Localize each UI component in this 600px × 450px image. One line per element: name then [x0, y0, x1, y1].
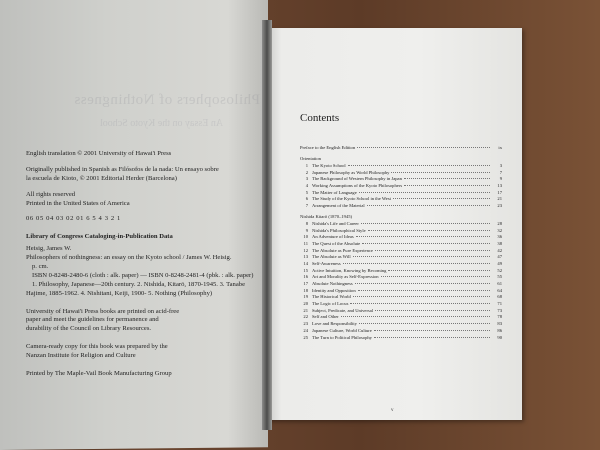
toc-leader: [391, 172, 490, 173]
camera-ready-notice: Camera-ready copy for this book was prepared by the: [26, 343, 168, 351]
toc-label: The Matter of Language: [312, 189, 357, 195]
toc-section-heading: Nishida Kitarō (1870–1945): [300, 213, 353, 219]
toc-number: 23: [303, 321, 308, 327]
toc-page: 55: [497, 274, 502, 280]
toc-number: 12: [303, 247, 308, 253]
toc-page: 13: [497, 183, 502, 189]
printed-in-line: Printed in the United States of America: [26, 199, 130, 207]
toc-leader: [350, 303, 490, 304]
show-through-title: Philosophers of Nothingness: [74, 92, 260, 108]
toc-leader: [359, 192, 490, 193]
cip-line: Hajime, 1885-1962. 4. Nishitani, Keiji, 1900- 5. Nothing (Philosophy): [26, 289, 213, 297]
toc-label: The Turn to Political Philosophy: [312, 334, 372, 340]
toc-number: 16: [303, 274, 308, 280]
toc-number: 6: [305, 196, 308, 202]
toc-number: 14: [303, 260, 308, 266]
toc-page: 52: [497, 267, 502, 273]
toc-page: 32: [497, 227, 502, 233]
toc-label: The Quest of the Absolute: [312, 240, 361, 246]
toc-number: 17: [303, 281, 308, 286]
toc-leader: [404, 178, 490, 179]
toc-label: Japanese Culture, World Culture: [312, 327, 372, 333]
toc-label: The Historical World: [312, 294, 351, 300]
page-number: v: [391, 408, 394, 413]
toc-number: 7: [305, 203, 308, 209]
toc-page: 86: [497, 327, 502, 333]
toc-label: The Logic of Locus: [312, 301, 349, 307]
toc-leader: [357, 147, 490, 148]
toc-leader: [362, 243, 490, 244]
contents-title: Contents: [300, 112, 340, 124]
toc-page: 3: [499, 163, 502, 168]
toc-leader: [404, 185, 490, 186]
toc-number: 3: [305, 176, 308, 182]
toc-page: 47: [497, 254, 502, 260]
toc-label: Preface to the English Edition: [300, 145, 356, 150]
rights-line: All rights reserved: [26, 190, 76, 198]
toc-label: Subject, Predicate, and Universal: [312, 307, 374, 313]
toc-leader: [388, 270, 490, 271]
toc-number: 1: [305, 163, 308, 168]
toc-leader: [353, 256, 490, 257]
original-publication-line: Originally published in Spanish as Filósofos de la nada: Un ensayo sobre: [26, 165, 219, 173]
toc-page: 49: [497, 260, 502, 266]
toc-leader: [343, 263, 490, 264]
toc-leader: [375, 310, 490, 311]
toc-label: Love and Responsibility: [312, 321, 357, 327]
copyright-block: [26, 150, 266, 379]
toc-page: 21: [497, 196, 502, 202]
toc-entry: [300, 204, 502, 211]
toc-page: 9: [499, 176, 502, 182]
copyright-line: English translation © 2001 University of Hawai'i Press: [26, 150, 172, 157]
toc-number: 21: [303, 307, 308, 313]
acid-free-notice: University of Hawai'i Press books are printed on acid-free: [26, 307, 180, 315]
toc-page: ix: [498, 145, 502, 150]
toc-label: An Adventure of Ideas: [312, 234, 354, 240]
toc-page: 71: [497, 301, 502, 307]
toc-label: The Absolute as Pure Experience: [312, 247, 373, 253]
toc-label: Nishida's Philosophical Style: [312, 227, 366, 233]
toc-number: 10: [303, 234, 308, 240]
toc-number: 18: [303, 287, 308, 293]
toc-label: Art and Morality as Self-Expression: [312, 274, 379, 280]
toc-page: 90: [497, 334, 502, 340]
toc-label: Identity and Opposition: [312, 287, 356, 293]
camera-ready-notice: Nanzan Institute for Religion and Culture: [26, 352, 136, 360]
toc-leader: [381, 276, 490, 277]
toc-page: 38: [497, 240, 502, 246]
toc-leader: [353, 296, 490, 297]
toc-number: 11: [303, 240, 308, 246]
toc-number: 20: [303, 301, 308, 307]
toc-leader: [368, 230, 490, 231]
toc-label: Japanese Philosophy as World Philosophy: [312, 169, 390, 175]
toc-label: Working Assumptions of the Kyoto Philosophers: [312, 183, 403, 189]
toc-number: 5: [305, 189, 308, 195]
table-of-contents: [300, 146, 502, 342]
toc-page: 83: [497, 321, 502, 327]
toc-number: 13: [303, 254, 308, 260]
toc-leader: [361, 223, 490, 224]
toc-page: 7: [499, 169, 502, 175]
toc-number: 22: [303, 314, 308, 320]
toc-leader: [375, 250, 490, 251]
toc-page: 73: [497, 307, 502, 313]
cip-line: p. cm.: [32, 263, 49, 271]
toc-page: 78: [497, 314, 502, 320]
toc-number: 25: [303, 334, 308, 340]
toc-page: 23: [497, 203, 502, 209]
show-through-subtitle: An Essay on the Kyoto School: [100, 118, 224, 129]
toc-label: The Background of Western Philosophy in Japan: [312, 176, 402, 182]
toc-number: 8: [305, 220, 308, 226]
toc-number: 24: [303, 327, 308, 333]
toc-label: Arrangement of the Material: [312, 203, 365, 209]
toc-preface: [300, 146, 502, 153]
cip-line: 1. Philosophy, Japanese—20th century. 2. Nishida, Kitarō, 1870-1945. 3. Tanabe: [32, 280, 246, 288]
printer-line: Printed by The Maple-Vail Book Manufacturing Group: [26, 370, 172, 378]
toc-leader: [348, 165, 490, 166]
toc-number: 15: [303, 267, 308, 273]
toc-number: 9: [305, 227, 308, 233]
toc-page: 17: [497, 189, 502, 195]
cip-title: Library of Congress Cataloging-in-Publication Data: [26, 233, 173, 241]
toc-number: 2: [305, 169, 308, 175]
toc-label: Active Intuition, Knowing by Becoming: [312, 267, 387, 273]
cip-line: ISBN 0-8248-2480-6 (cloth : alk. paper) — ISBN 0-8248-2481-4 (pbk. : alk. paper): [32, 271, 254, 279]
toc-leader: [367, 205, 490, 206]
toc-page: 36: [497, 234, 502, 240]
toc-leader: [374, 330, 490, 331]
toc-number: 19: [303, 294, 308, 300]
toc-entry: [300, 336, 502, 343]
toc-label: The Study of the Kyoto School in the West: [312, 196, 391, 202]
acid-free-notice: paper and meet the guidelines for permanence and: [26, 316, 159, 324]
toc-leader: [374, 337, 490, 338]
print-numbers: 06 05 04 03 02 01 6 5 4 3 2 1: [26, 215, 121, 223]
toc-label: Self and Other: [312, 314, 339, 320]
acid-free-notice: durability of the Council on Library Resources.: [26, 325, 152, 333]
original-publication-line-2: la escuela de Kioto, © 2001 Editorial Herder (Barcelona): [26, 174, 177, 182]
toc-label: Absolute Nothingness: [312, 281, 353, 286]
toc-label: Self-Awareness: [312, 260, 341, 266]
toc-leader: [359, 323, 490, 324]
toc-label: The Kyoto School: [312, 163, 346, 168]
toc-leader: [393, 198, 490, 199]
toc-leader: [341, 316, 490, 317]
toc-page: 42: [497, 247, 502, 253]
toc-page: 28: [497, 220, 502, 226]
toc-label: Nishida's Life and Career: [312, 220, 359, 226]
toc-leader: [355, 283, 490, 284]
cip-line: Philosophers of nothingness: an essay on the Kyoto school / James W. Heisig.: [26, 254, 232, 262]
toc-page: 61: [497, 281, 502, 286]
cip-line: Heisig, James W.: [26, 245, 72, 253]
toc-page: 68: [497, 294, 502, 300]
toc-leader: [358, 290, 490, 291]
toc-number: 4: [305, 183, 308, 189]
toc-leader: [356, 236, 490, 237]
toc-page: 64: [497, 287, 502, 293]
toc-section-heading: Orientation: [300, 156, 321, 161]
toc-label: The Absolute as Will: [312, 254, 351, 260]
